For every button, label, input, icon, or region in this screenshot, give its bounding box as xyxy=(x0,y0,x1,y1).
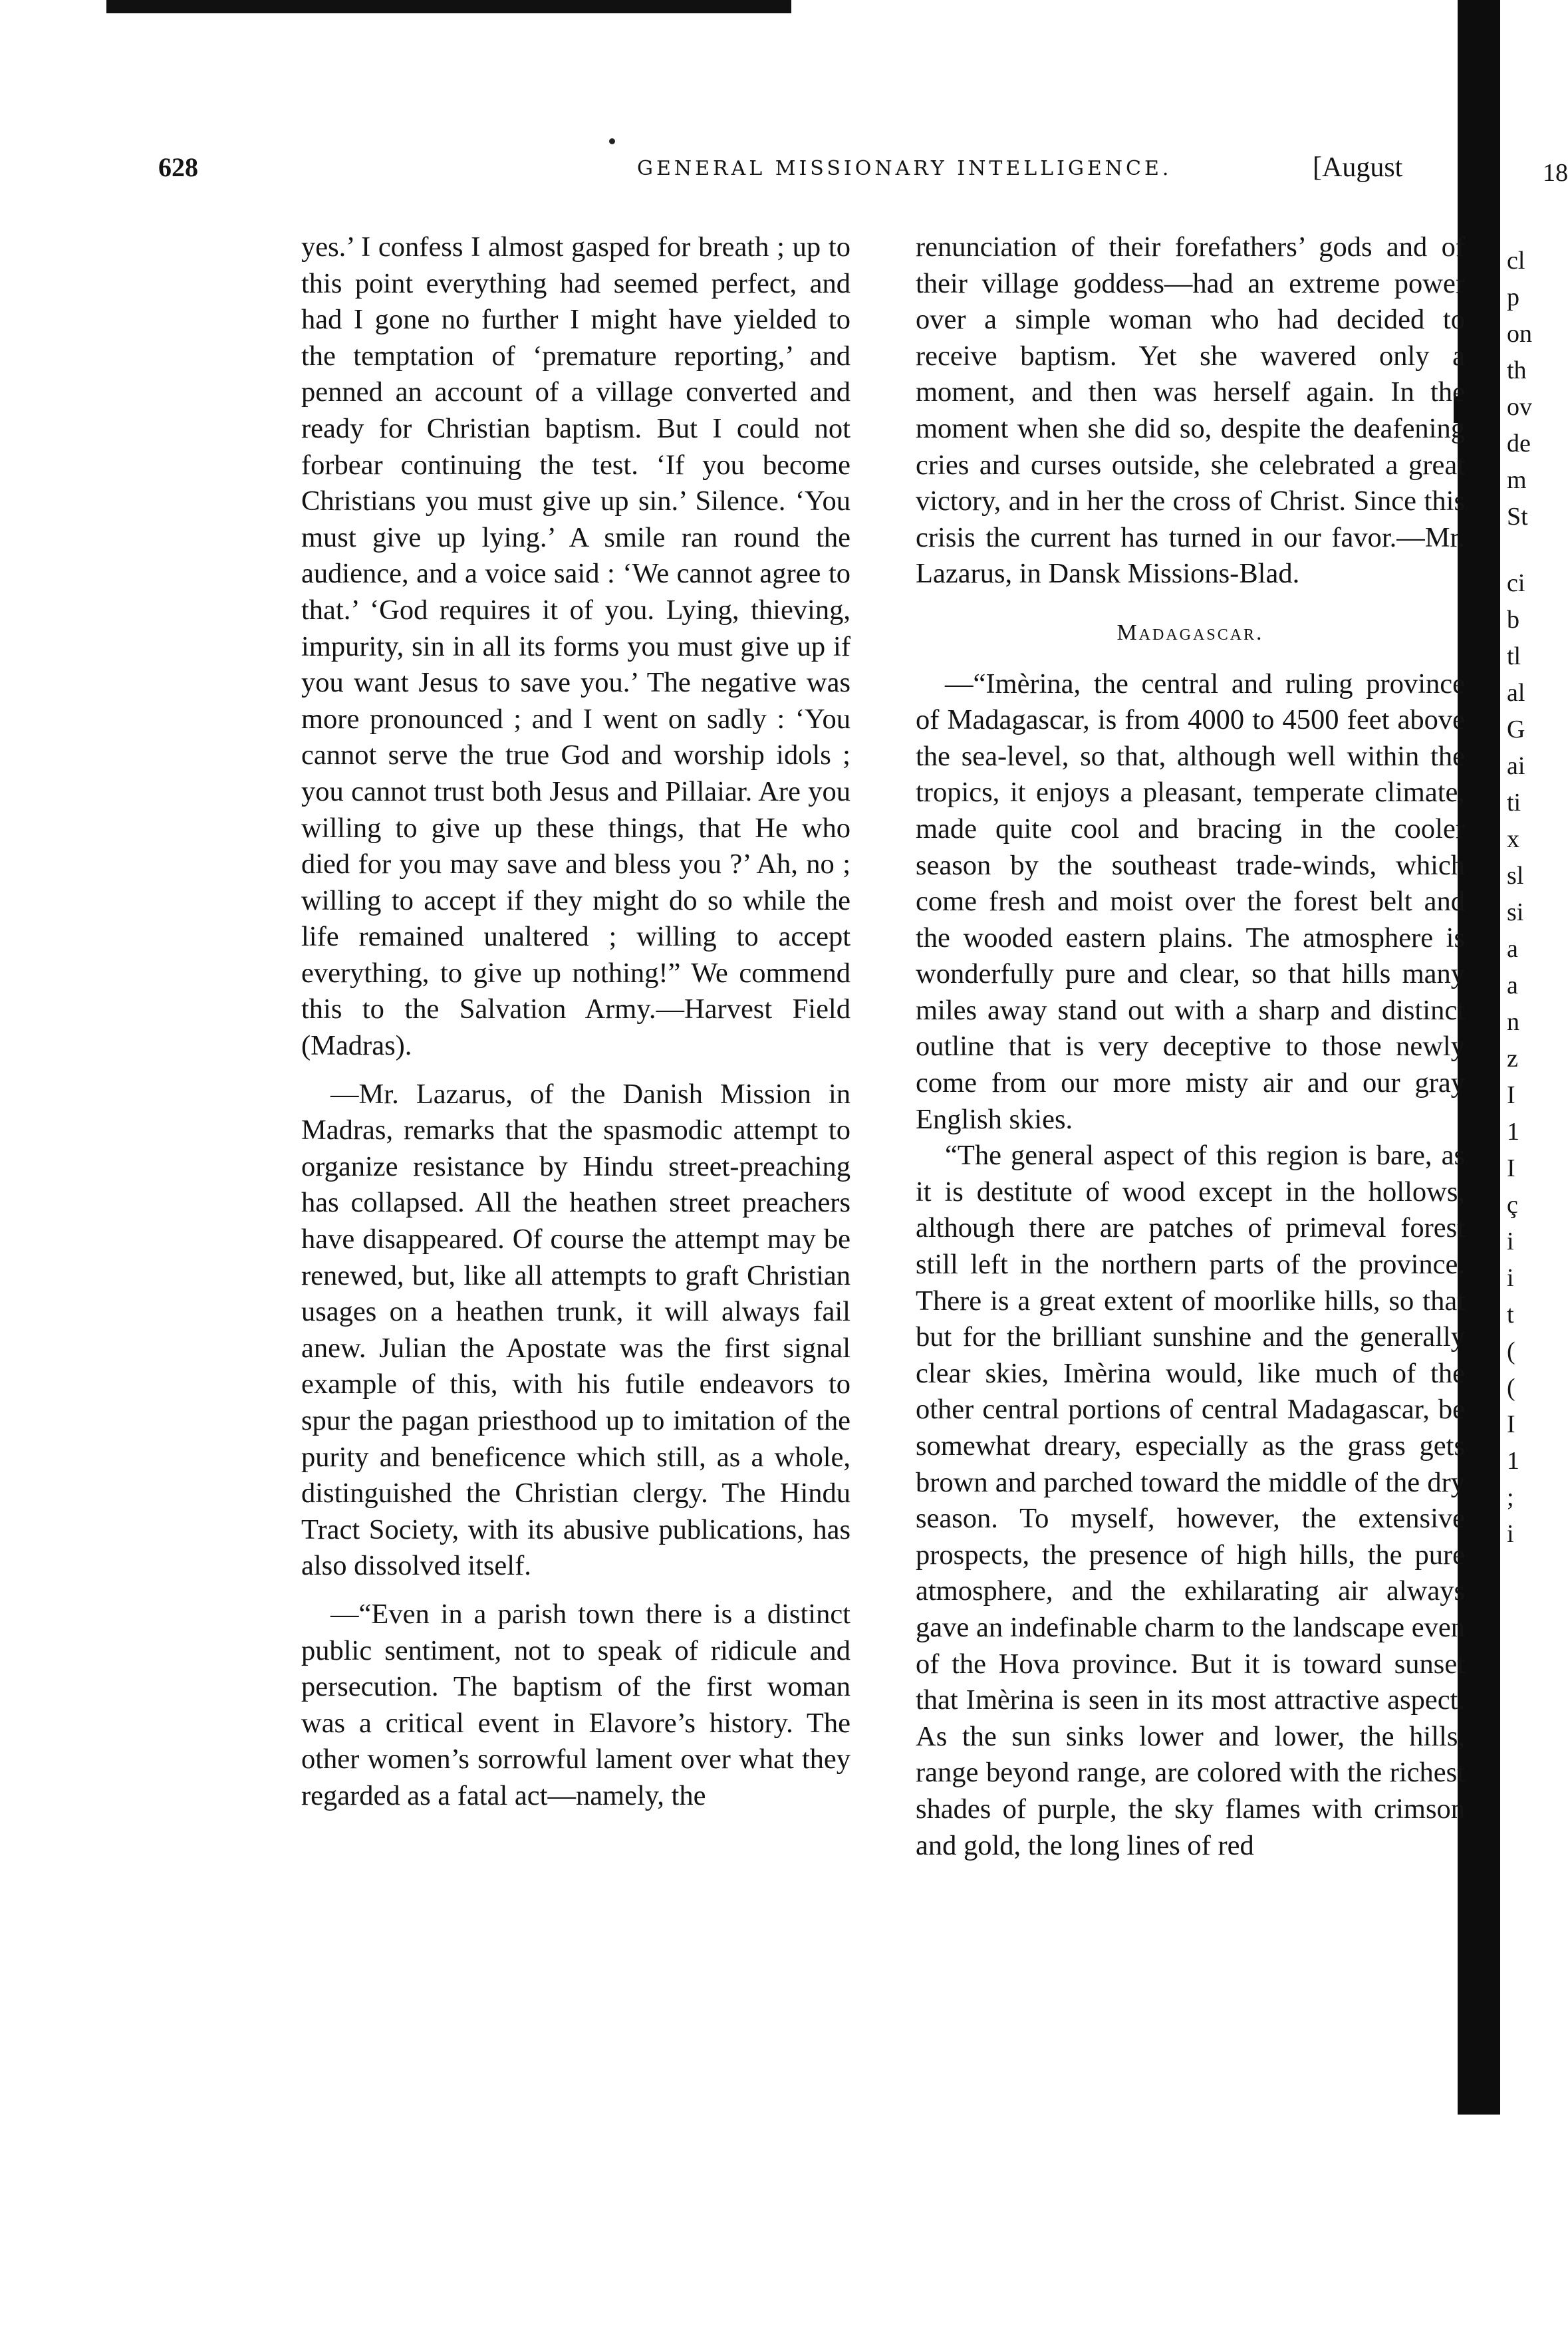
edge-fragment: sl xyxy=(1507,862,1524,890)
left-paragraph-3: —“Even in a parish town there is a distinct public sentiment, not to speak of ridicule and persecution. The baptism of the first woman was a critical event in Elavore’s history. The other women’s sorrowful lament over what they regarded as a fatal act—namely, the xyxy=(301,1598,850,1811)
page-number: 628 xyxy=(158,152,198,182)
issue-month: [August xyxy=(1313,152,1403,183)
facing-page-number-fragment: 18 xyxy=(1543,159,1568,187)
edge-fragment: th xyxy=(1507,356,1527,384)
edge-fragment: i xyxy=(1507,1228,1514,1255)
edge-fragment: x xyxy=(1507,825,1519,853)
edge-fragment: m xyxy=(1507,466,1527,494)
edge-fragment: de xyxy=(1507,430,1531,457)
running-header xyxy=(158,152,1422,192)
left-paragraph-1: yes.’ I confess I almost gasped for breath ; up to this point everything had seemed perfect, and had I gone no further I might have yielded to the temptation of ‘premature reporting,’ and penned an account of a village converted and ready for Christian baptism. But I could not forbear continuing the test. ‘If you become Christians you must give up sin.’ Silence. ‘You must give up lying.’ A smile ran round the audience, and a voice said : ‘We cannot agree to that.’ ‘God requires it of you. Lying, thieving, impurity, sin in all its forms you must give up if you want Jesus to save you.’ The negative was more pronounced ; and I went on sadly : ‘You cannot serve the true God and worship idols ; you cannot trust both Jesus and Pillaiar. Are you willing to give up these things, that He who died for you may save and bless you ?’ Ah, no ; willing to accept if they might do so while the life remained unaltered ; willing to accept everything, to give up nothing!” We commend this to the Salvation Army.—Harvest Field (Madras). xyxy=(301,231,850,1062)
print-mark xyxy=(609,138,615,144)
edge-fragment: z xyxy=(1507,1045,1518,1073)
edge-fragment: a xyxy=(1507,971,1518,999)
left-paragraph-2: —Mr. Lazarus, of the Danish Mission in Madras, remarks that the spasmodic attempt to organize resistance by Hindu street-preaching has collapsed. All the heathen street preachers have disappeared. Of course the attempt may be renewed, but, like all attempts to graft Christian usages on a heathen trunk, it will always fail anew. Julian the Apostate was the first signal example of this, with his futile endeavors to spur the pagan priesthood up to imitation of the purity and beneficence which still, as a whole, distinguished the Christian clergy. The Hindu Tract Society, with its abusive publications, has also dissolved itself. xyxy=(301,1078,850,1582)
top-scan-bar xyxy=(106,0,791,13)
right-paragraph-2: —“Imèrina, the central and ruling province of Madagascar, is from 4000 to 4500 feet above the sea-level, so that, although well within the tropics, it enjoys a pleasant, temperate climate, made quite cool and bracing in the cooler season by the southeast trade-winds, which come fresh and moist over the forest belt and the wooded eastern plains. The atmosphere is wonderfully pure and clear, so that hills many miles away stand out with a sharp and distinct outline that is very deceptive to those newly come from our more misty air and our gray English skies. xyxy=(916,668,1465,1135)
edge-fragment: I xyxy=(1507,1081,1515,1109)
edge-fragment: I xyxy=(1507,1410,1515,1438)
edge-fragment: on xyxy=(1507,320,1532,348)
edge-fragment: G xyxy=(1507,715,1525,743)
edge-fragment: ç xyxy=(1507,1191,1518,1219)
right-paragraph-1: renunciation of their forefathers’ gods and of their village goddess—had an extreme power over a simple woman who had decided to receive baptism. Yet she wavered only a moment, and then was herself again. In the moment when she did so, despite the deafening cries and curses outside, she celebrated a great victory, and in her the cross of Christ. Since this crisis the current has turned in our favor.—Mr. Lazarus, in Dansk Missions-Blad. xyxy=(916,231,1465,590)
edge-fragment: p xyxy=(1507,283,1519,311)
edge-fragment: t xyxy=(1507,1301,1514,1329)
right-column xyxy=(916,229,1465,1864)
edge-fragment: n xyxy=(1507,1008,1519,1036)
edge-fragment: ci xyxy=(1507,569,1525,597)
edge-fragment: I xyxy=(1507,1154,1515,1182)
running-title: GENERAL MISSIONARY INTELLIGENCE. xyxy=(637,157,1172,180)
edge-fragment: ( xyxy=(1507,1337,1515,1365)
edge-fragment: al xyxy=(1507,679,1525,707)
edge-fragment: 1 xyxy=(1507,1118,1519,1146)
edge-fragment: cl xyxy=(1507,247,1525,275)
edge-fragment: ti xyxy=(1507,789,1521,817)
edge-fragment: i xyxy=(1507,1520,1514,1548)
edge-fragment: a xyxy=(1507,935,1518,963)
section-heading-madagascar: Madagascar. xyxy=(1116,620,1264,645)
edge-fragment: i xyxy=(1507,1264,1514,1292)
right-paragraph-3: “The general aspect of this region is bare, as it is destitute of wood except in the hollows, although there are patches of primeval forest still left in the northern parts of the province. There is a great extent of moorlike hills, so that but for the brilliant sunshine and the generally clear skies, Imèrina would, like much of the other central portions of central Madagascar, be somewhat dreary, especially as the grass gets brown and parched toward the middle of the dry season. To myself, however, the extensive prospects, the presence of high hills, the pure atmosphere, and the exhilarating air always gave an indefinable charm to the landscape even of the Hova province. But it is toward sunset that Imèrina is seen in its most attractive aspect. As the sun sinks lower and lower, the hills, range beyond range, are colored with the richest shades of purple, the sky flames with crimson and gold, the long lines of red xyxy=(916,1140,1465,1861)
edge-fragment: b xyxy=(1507,606,1519,634)
edge-fragment: ai xyxy=(1507,752,1525,780)
edge-fragment: si xyxy=(1507,898,1524,926)
edge-fragment: tl xyxy=(1507,642,1521,670)
edge-fragment: St xyxy=(1507,503,1528,531)
edge-fragment: ( xyxy=(1507,1374,1515,1402)
edge-fragment: ov xyxy=(1507,393,1532,421)
left-column xyxy=(301,229,850,1815)
edge-fragment: 1 xyxy=(1507,1447,1519,1475)
edge-fragment: ; xyxy=(1507,1484,1514,1511)
